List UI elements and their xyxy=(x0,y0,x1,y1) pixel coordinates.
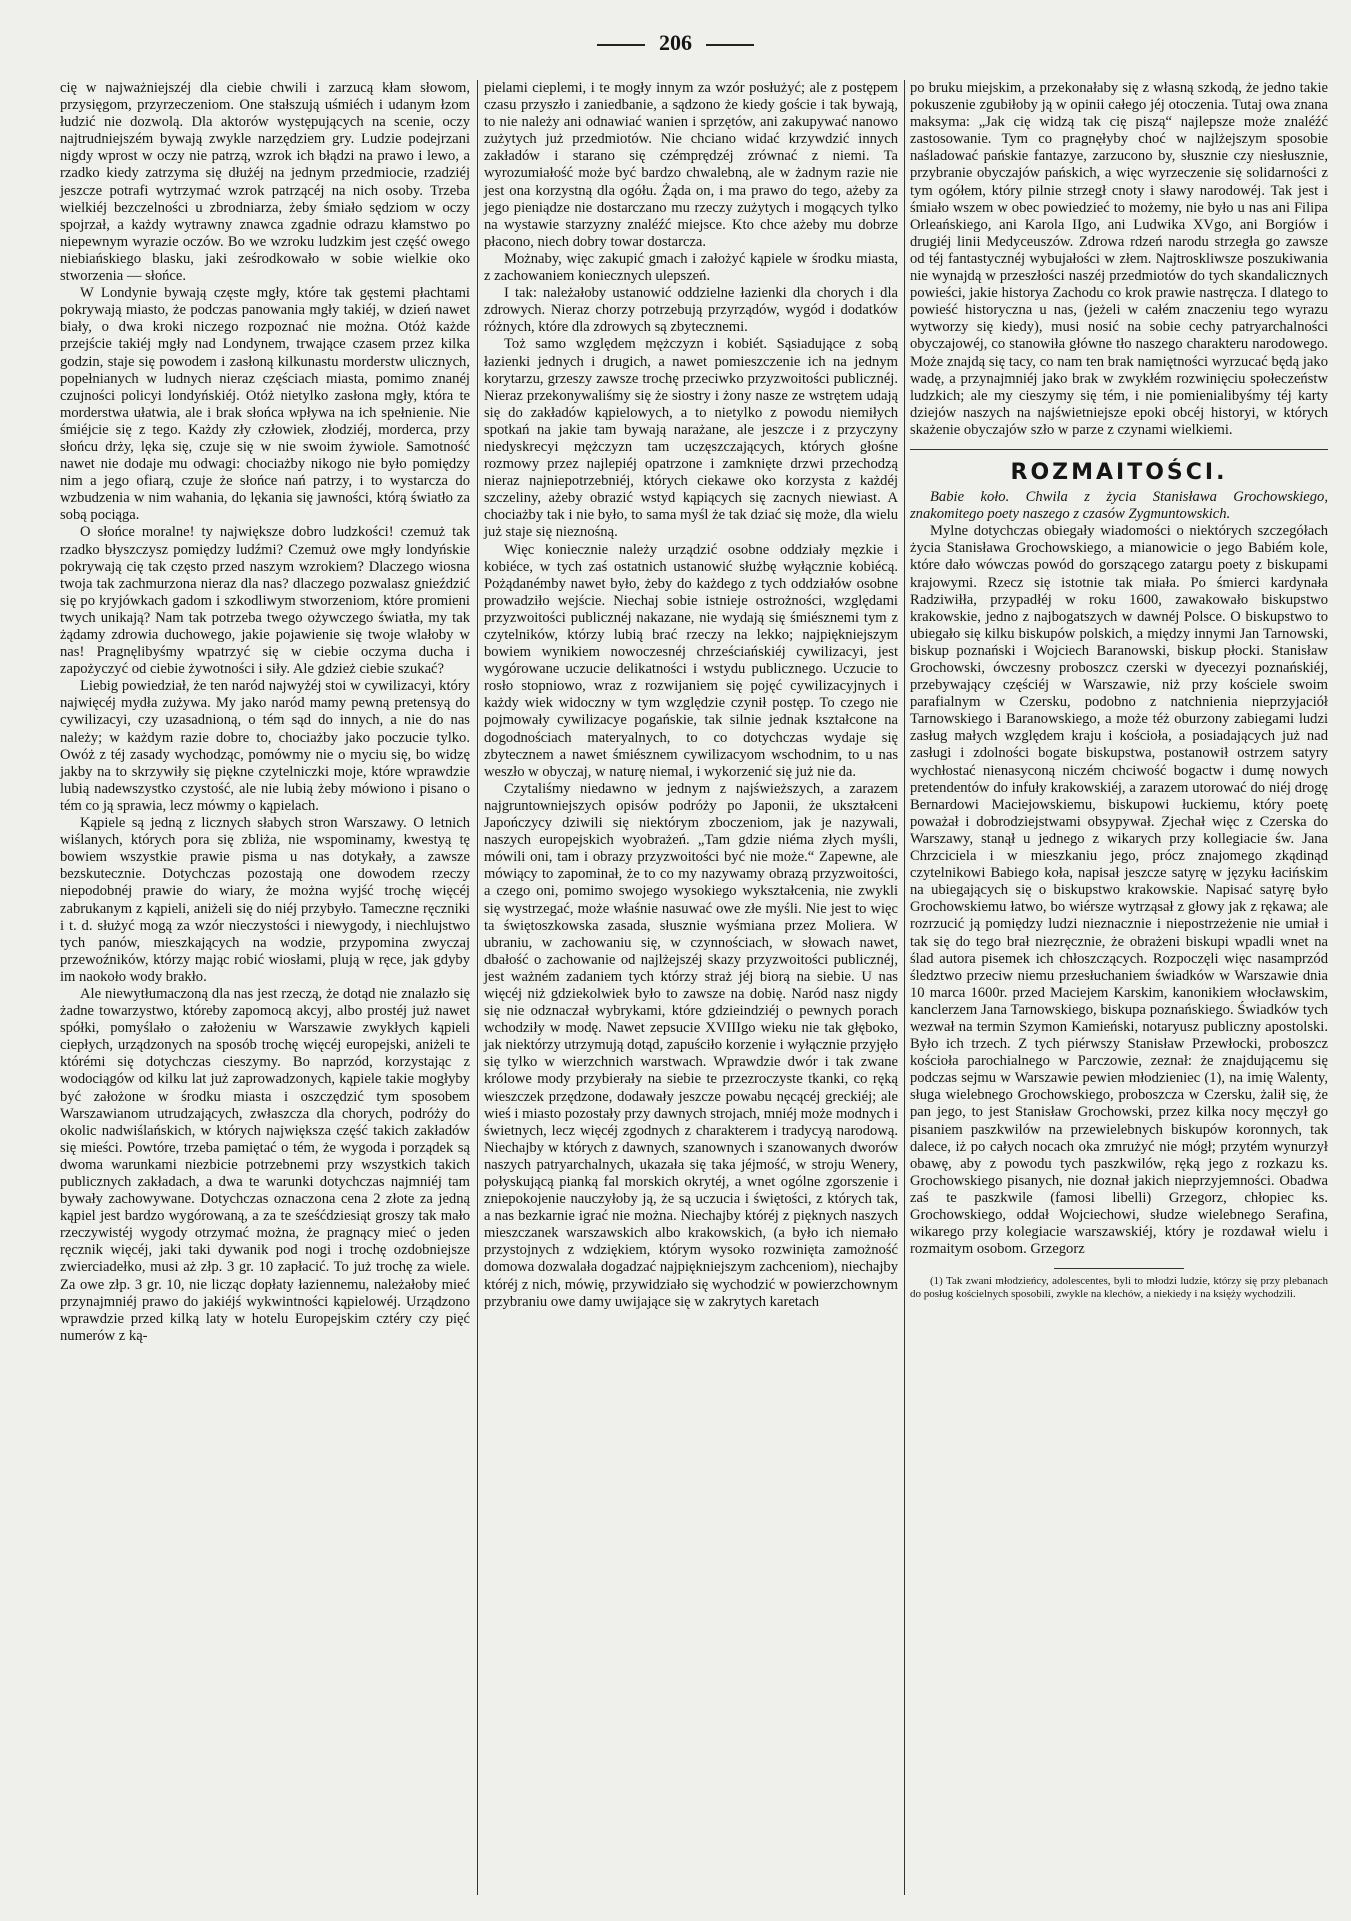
article-body xyxy=(910,523,1328,1258)
paragraph: Kąpiele są jedną z licznych słabych stron Warszawy. O letnich wiślanych, których pora się zbliża, nie wspominamy, kwestyą tę bowiem wszystkie prawie pisma u nas dotykały, a zawsze bezskutecznie. Dotychczas pozostają one dowodem rzeczy niepodobnéj prawie do wiary, że można wyjść trochę więcéj zabrukanym z kąpieli, aniżeli się do niéj przybyło. Tameczne ręczniki i t. d. służyć mogą za wzór nieczystości i niewygody, i niechlujstwo tych panów, mieszkających na wodzie, przypomina zwyczaj przewoźników, którzy mając robić wiosłami, plują w ręce, jak gdyby im naokoło wody brakło. xyxy=(60,815,470,985)
paragraph: Liebig powiedział, że ten naród najwyżéj stoi w cywilizacyi, który najwięcéj mydła zużywa. My jako naród mamy pewną pretensyą do cywilizacyi, czy uzasadnioną, o tém sąd do innych, a nie do nas należy; w każdym razie dobre to, chociażby jako poczucie tylko. Owóż z téj zasady wychodząc, pomówmy nie o myciu się, bo widzę jakby na to skrzywiły się piękne czytelniczki moje, które wprawdzie lubią nadewszystko czystość, ale nie lubią żeby mówiono i pisano o tém co ją sprawia, lecz mówmy o kąpielach. xyxy=(60,678,470,814)
dash-left xyxy=(597,44,645,46)
paragraph: Mylne dotychczas obiegały wiadomości o niektórych szczegółach życia Stanisława Grochowskiego, a mianowicie o jego Babiém kole, które dało wówczas powód do gorszącego zatargu poety z biskupami krajowymi. Rzecz się istotnie tak miała. Po śmierci kardynała Radziwiłła, przypadłéj w roku 1600, zawakowało biskupstwo krakowskie, jedno z najbogatszych w dawnéj Polsce. O biskupstwo to ubiegało się kilku biskupów polskich, a między innymi Jan Tarnowski, biskup poznański i Wojciech Baranowski, biskup płocki. Stanisław Grochowski, ówczesny proboszcz czerski w dyecezyi poznańskiéj, przebywający częściéj w Warszawie, niż przy kościele swoim parafialnym w Czersku, podobno z natchnienia nieprzyjaciół Tarnowskiego i Baranowskiego, a może téż oburzony zabiegami ludzi zasług małych względem kraju i kościoła, a posiadających już nad zasługi i zdolności bogate biskupstwa, postanowił ostrzem satyry wychłostać nienasyconą niczém chciwość bogactw i dumę nowych pretendentów do infuły krakowskiéj, a zarazem utorować do niéj drogę Bernardowi Maciejowskiemu, biskupowi łuckiemu, który poetę poważał i dobrodziejstwami obsypywał. Zjechał więc z Czerska do Warszawy, stanął u jednego z wikarych przy kollegiacie św. Jana Chrzciciela i w mieszkaniu jego, prócz znajomego zkądinąd czytelnikowi Babiego koła, napisał jeszcze satyrę w języku łacińskim na ubiegających się o biskupstwo krakowskie. Napisać satyrę było Grochowskiemu łatwo, bo wiérsze wytrząsał z głowy jak z rękawa; ale rozrzucić ją pomiędzy ludzi nieznacznie i niepostrzeżenie nie umiał i tak się do tego brał niezręcznie, że obrażeni biskupi wpadli wnet na ślad autora pisemek ich chłoszczących. Rozpoczęli więc nasamprzód śledztwo przeciw niemu przesłuchaniem świadków w Warszawie dnia 10 marca 1600r. przed Maciejem Karskim, kanonikiem włocławskim, kanclerzem Jana Tarnowskiego, biskupa poznańskiego. Świadków tych wezwał na termin Szymon Kamieński, notaryusz publiczny apostolski. Było ich trzech. Z tych piérwszy Stanisław Przewłocki, proboszcz kościoła parochialnego w Parczowie, zeznał: że znajdującemu się podczas sejmu w Warszawie pewien młodzieniec (1), na imię Walenty, sługa wielebnego Grochowskiego, proboszcza w Czersku, żalił się, że pan jego, to jest Stanisław Grochowski, przez kilka nocy męczył go pisaniem paszkwilów na przewielebnych biskupów koronnych, tak dalece, iż po całych nocach oka zmrużyć nie mógł; przytém wynurzył obawę, aby z powodu tych paszkwilów, ręką jego z rozkazu ks. Grochowskiego pisanych, nie doznał jakich nieprzyjemności. Obadwa zaś te paszkwile (famosi libelli) Grzegorz, chłopiec ks. Grochowskiego, oddał Wojciechowi, słudze wielebnego Serafina, wikarego przy kolegiacie warszawskiéj, który je rozdawał wielu i rozmaitym osobom. Grzegorz xyxy=(910,523,1328,1258)
paragraph: Więc koniecznie należy urządzić osobne oddziały męzkie i kobiéce, w tych zaś ostatnich ustanowić służbę wyłącznie kobiécą. Pożądanémby nawet było, żeby do każdego z tych oddziałów osobne prowadziło wejście. Niechaj sobie istnieje ostrożności, względami przyzwoitości publicznéj nakazane, nie wydają się śmiésznemi tym z czytelników, którzy lubią brać rzeczy na lekko; najpiękniejszym bowiem wynikiem nowoczesnéj chrześciańskiéj cywilizacyi, jest wygórowane uczucie delikatności i wstydu publicznego. Uczucie to rosło stopniowo, wraz z rozwijaniem się pojęć cywilizacyjnych i każdy wiek widoczny w tym względzie czynił postęp. To czego nie pojmowały cywilizacye pogańskie, tak silnie jednak kształcone na dogodnościach materyalnych, to co dotychczas wydaje się zbytecznem a nawet śmiésznem cywilizacyom wschodnim, to u nas weszło w obyczaj, w naturę niemal, i wykorzenić się już nie da. xyxy=(484,541,898,780)
column-3 xyxy=(910,80,1328,1301)
paragraph: Czytaliśmy niedawno w jednym z najświeższych, a zarazem najgruntowniejszych opisów podróży po Japonii, że ukształceni Japończycy dziwili się niektórym zboczeniom, jak je nazywali, naszych europejskich wyobrażeń. „Tam gdzie niéma złych myśli, mówili oni, tam i obrazy przyzwoitości być nie może.“ Zapewne, ale mówiący to zapominał, że to co my nazywamy obrazą przyzwoitości, a czego oni, pomimo swojego wysokiego wykształcenia, nie zwykli się wystrzegać, może właśnie nasuwać owe złe myśli. Nie jest to więc ta świętoszkowska zasada, słusznie wyśmiana przez Moliera. W ubraniu, w zachowaniu się, w czynnościach, w słowach nawet, dbałość o zachowanie od najlżejszéj skazy przyzwoitości publicznéj, jest ważném zadaniem tych którzy straż jéj biorą na siebie. U nas więcéj niż gdziekolwiek było to zawsze na dobię. Naród nasz nigdy się nie odznaczał wybrykami, które gdzieindziéj o pewnych porach wchodziły w modę. Nawet zepsucie XVIIIgo wieku nie tak głęboko, jak niektórzy utrzymują dotąd, zapuściło korzenie i wyłącznie przyjęło się tylko w wierzchnich warstwach. Wprawdzie dwór i tak zwane królowe mody przybierały na siebie te przezroczyste tkanki, co ręką wieszczek przędzone, dodawały jeszcze powabu nęcącéj greckiéj; ale wieś i miasto pozostały przy dawnych strojach, mniéj może modnych i świetnych, lecz więcéj zgodnych z charakterem i tradycyą narodową. Niechajby w których z dawnych, szanownych i szanowanych dworów naszych patryarchalnych, ukazała się taka jéjmość, w stroju Wenery, połyskującą pianką fal morskich okrytéj, a wnet ogólne zgorszenie i zniepokojenie nauczyłoby ją, że są uczucia i świętości, z których tak, a nas bezkarnie igrać nie można. Niechajby któréj z pięknych naszych mieszczanek warszawskich albo krakowskich, (a było ich niemało przystojnych z wdziękiem, którym wysoko rozwinięta zamożność domowa dozwalała dogadzać najpiękniejszym zachceniom), niechajby któréj z nich, mówię, przywidziało się wychodzić w powierzchownym przybraniu owe damy uwijające się w zakrytych karetach xyxy=(484,780,898,1310)
paragraph: I tak: należałoby ustanowić oddzielne łazienki dla chorych i dla zdrowych. Nieraz chorzy potrzebują przyrządów, wygód i dodatków różnych, które dla zdrowych są zbytecznemi. xyxy=(484,285,898,336)
column-divider xyxy=(904,80,905,1895)
paragraph: Ale niewytłumaczoną dla nas jest rzeczą, że dotąd nie znalazło się żadne towarzystwo, któreby zapomocą akcyj, albo prostéj już nawet spółki, pomyślało o założeniu w Warszawie zwykłych kąpieli ciepłych, urządzonych na sposób trochę więcéj europejski, aniżeli te którémi się dotychczas cieszymy. Bo naprzód, korzystając z wodociągów od kilku lat już zaprowadzonych, kąpiele takie mogłyby być założone w środku miasta i oszczędzić tym sposobem Warszawianom utrudzających, zwłaszcza dla chorych, podróży do okolic nadwiślańskich, w których największa część takich zakładów się mieści. Powtóre, trzeba pamiętać o tém, że wygoda i porządek są dwoma warunkami niezbicie potrzebnemi przy wszystkich takich publicznych zakładach, a dwa te warunki dotychczas najmniéj tam bywały zachowywane. Dotychczas oznaczona cena 2 złote za jedną kąpiel jest bardzo wygórowaną, a za te sześćdziesiąt groszy tak mało rzeczywistéj wygody otrzymać można, że pragnący mieć o jeden ręcznik więcéj, jaki taki dywanik pod nogi i trochę ozdobniejsze zwierciadełko, musi aż złp. 3 gr. 10 zapłacić. To już trochę za wiele. Za owe złp. 3 gr. 10, nie licząc dopłaty łaziennemu, należałoby mieć przynajmniéj prawo do jakiéjś wykwintności kąpielowéj. Urządzono wprawdzie przed kilką laty w hotelu Europejskim cztéry czy pięć numerów z ką- xyxy=(60,985,470,1344)
paragraph: O słońce moralne! ty największe dobro ludzkości! czemuż tak rzadko błyszczysz pomiędzy ludźmi? Czemuż owe mgły londyńskie pokrywają cię tak często przed naszym wzrokiem? Dlaczego wiosna twoja tak zachmurzona nieraz dla nas? dlaczego pozwalasz gnieździć się po kryjówkach gadom i szkodliwym stworzeniom, które promieni twych unikają? Nam tak potrzeba twego ożywczego światła, my tak żądamy zdrowia duchowego, jakie pojawienie się twoje wlałoby w nas! Pragnęlibyśmy wpatrzyć się w ciebie oczyma ducha i zapożyczyć od ciebie żywotności i siły. Ale gdzież ciebie szukać? xyxy=(60,524,470,678)
column-1 xyxy=(60,80,470,1345)
footnote-rule xyxy=(1054,1268,1184,1269)
page-number-text: 206 xyxy=(659,30,692,55)
dash-right xyxy=(706,44,754,46)
paragraph: po bruku miejskim, a przekonałaby się z własną szkodą, że jedno takie pokuszenie zgubiłoby ją w opinii całego jéj otoczenia. Tutaj owa znana maksyma: „Jak cię widzą tak cię piszą“ najlepsze może znaléźć zastosowanie. Tym co pragnęłyby choć w najlżejszym sposobie naśladować pańskie fantazye, zarzucono by, słusznie czy niesłusznie, przybranie obyczajów pańskich, a więc wyrzeczenie się solidarności z tym ogółem, który pilnie strzegł cnoty i sławy narodowéj. Tak jest i śmiało wszem w obec powiedzieć to możemy, nie było u nas ani Filipa Orleańskiego, ani Karola IIgo, ani Ludwika XVgo, ani Borgiów i drugiéj linii Medyceuszów. Zdrowa rdzeń narodu strzegła go zawsze od téj fantastycznéj wybujałości w złem. Najtroskliwsze poszukiwania nie wynajdą w przeszłości naszéj przedmiotów do tych skandalicznych powieści, jakie historya Zachodu co krok prawie nastręcza. I dlatego to powieść historyczna u nas, (jeżeli w całém znaczeniu tego wyrazu wytworzy się kiedy), musi nosić na sobie cechy patryarchalności obyczajowéj, co stanowiła główne tło naszego charakteru narodowego. Może znajdą się tacy, co nam ten brak namiętności wyrzucać będą jako wadę, a przynajmniéj jako brak w zwykłém rozwinięciu społeczeństw ludzkich; ale my cieszymy się tém, i nie pomienialibyśmy téj karty dziejów naszych na najświetniejsze epoki obcéj historyi, w których skażenie obyczajów szło w parze z czynami wielkiemi. xyxy=(910,80,1328,438)
column-2 xyxy=(484,80,898,1311)
paragraph: cię w najważniejszéj dla ciebie chwili i zarzucą kłam słowom, przysięgom, przyrzeczeniom. One stałszują uśmiéch i udanym łzom łudzić nie dozwolą. Dla aktorów występujących na scenie, oczy najtrudniejszém bywają zwykle narzędziem gry. Ludzie podejrzani nigdy wprost w oczy nie patrzą, wzrok ich błądzi na prawo i lewo, a rzadko kiedy zatrzyma się dłużéj na jednym przedmiocie, rzadziéj jeszcze potrafi wytrzymać wzrok patrzącéj na nich osoby. Trzeba wielkiéj bezczelności u zbrodniarza, żeby śmiało sędziom w oczy spojrzał, a każdy wytrawny znawca zgadnie odrazu kłamstwo po niepewnym wyrazie oczów. Bo we wzroku ludzkim jest część owego niebiańskiego blasku, jaki ześrodkowało w sobie wielkie oko stworzenia — słońce. xyxy=(60,80,470,285)
footnote: (1) Tak zwani młodzieńcy, adolescentes, byli to młodzi ludzie, którzy się przy plebanach do posług kościelnych sposobili, zwykle na klechów, a niekiedy i na księży wychodzili. xyxy=(910,1275,1328,1301)
paragraph: pielami cieplemi, i te mogły innym za wzór posłużyć; ale z postępem czasu przyszło i zaniedbanie, a sądzono że kiedy goście i tak bywają, to nie należy ani odnawiać wanien i sprzętów, ani zakupywać nanowo zużytych już przedmiotów. Nie chciano widać krzywdzić innych zakładów i starano się czémprędzéj zrównać z niemi. Ta wyrozumiałość może być bardzo chwalebną, ale w żadnym razie nie jest ona korzystną dla ogółu. Żąda on, i ma prawo do tego, ażeby za jego pieniądze nie dostarczano mu rzeczy zużytych i mogących tylko na wystawie starzyzny znaléźć miejsce. Kto chce ażeby mu dobrze płacono, niech dobry towar dostarcza. xyxy=(484,80,898,250)
section-rule xyxy=(910,449,1328,450)
section-title: ROZMAITOŚCI. xyxy=(1010,459,1228,485)
article-continuation xyxy=(910,80,1328,439)
paragraph: Możnaby, więc zakupić gmach i założyć kąpiele w środku miasta, z zachowaniem koniecznych ulepszeń. xyxy=(484,250,898,285)
page-number xyxy=(0,30,1351,56)
paragraph: W Londynie bywają częste mgły, które tak gęstemi płachtami pokrywają miasto, że podczas panowania mgły takiéj, w dzień nawet biały, o dwa kroki niczego rozpoznać nie można. Otóż każde przejście takiéj mgły nad Londynem, trwające czasem przez kilka godzin, staje się powodem i zasłoną kilkunastu morderstw ulicznych, popełnianych w ludnych nieraz częściach miasta, pomimo znanéj czujności policyi londyńskiéj. Otóż nietylko zasłona mgły, która te morderstwa ułatwia, ale i brak słońca wpływa na ich spełnienie. Nie śmiéjcie się z tego. Każdy zły człowiek, złodziéj, morderca, przy słońcu drży, lęka się, czuje się w nie swoim żywiole. Samotność nawet nie dodaje mu odwagi: chociażby nikogo nie było pomiędzy nim a jego ofiarą, czuje że słońce nań patrzy, i to wystarcza do wzbudzenia w nim wahania, do lękania się jawności, którą światło za sobą pociąga. xyxy=(60,285,470,524)
column-divider xyxy=(477,80,478,1895)
paragraph: Toż samo względem mężczyzn i kobiét. Sąsiadujące z sobą łazienki jednych i drugich, a nawet pomieszczenie ich na jednym korytarzu, grzeszy zawsze trochę przeciwko przyzwoitości publicznéj. Nieraz przekonywaliśmy się że siostry i żony nasze ze wstrętem udają się do zakładów kąpielowych, a to nietylko z powodu niemiłych spotkań na jakie tam bywają narażane, ale jeszcze i z przyczyny niedyskrecyi mężczyzn tam uczęszczających, których głośne rozmowy przez najlepiéj opatrzone i zamknięte drzwi przechodzą nieraz najniepotrzebniéj, których ciekawe oko korzysta z każdéj szczeliny, ażeby obrazić wstyd kąpiących się zacnych niewiast. A chociażby tak i nie było, to sama myśl że tak dziać się może, dla wielu już staje się nieznośną. xyxy=(484,336,898,541)
article-subtitle: Babie koło. Chwila z życia Stanisława Grochowskiego, znakomitego poety naszego z czasów Zygmuntowskich. xyxy=(910,489,1328,523)
